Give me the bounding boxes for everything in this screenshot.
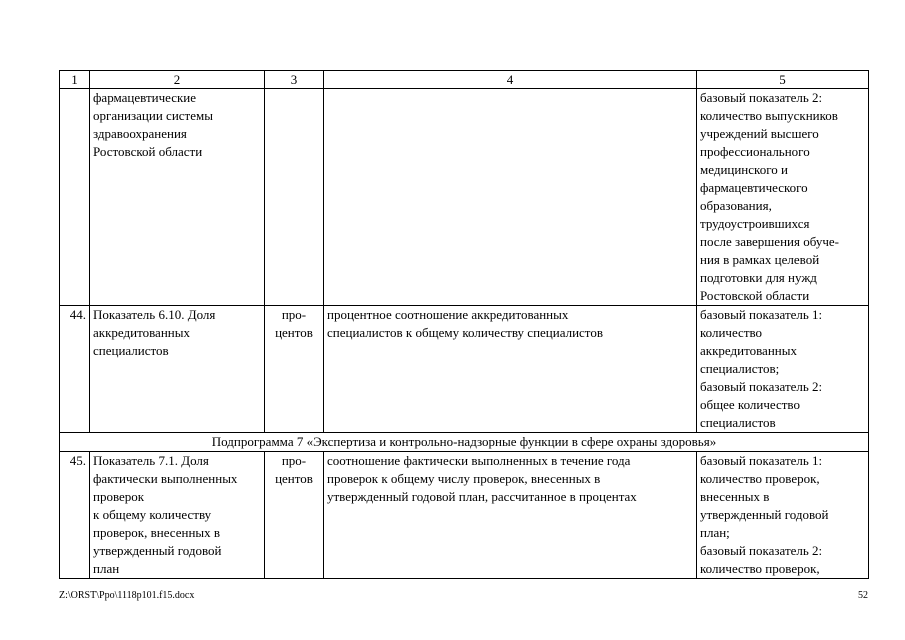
unit-cell: про- центов [265,452,324,579]
row-number-cell: 45. [60,452,90,579]
page-number: 52 [858,590,868,601]
method-cell: соотношение фактически выполненных в течение года проверок к общему числу проверок, внесенных в утвержденный годовой план, рассчитанное в процентах [324,452,697,579]
indicators-table [59,70,869,579]
table-row [60,452,869,579]
header-cell-1: 1 [60,71,90,89]
header-cell-4: 4 [324,71,697,89]
indicator-name-cell: Показатель 6.10. Доля аккредитованных специалистов [90,306,265,433]
row-number-cell: 44. [60,306,90,433]
method-cell [324,89,697,306]
unit-cell: про- центов [265,306,324,433]
indicator-name-cell: фармацевтические организации системы здравоохранения Ростовской области [90,89,265,306]
base-indicators-cell: базовый показатель 2: количество выпускников учреждений высшего профессионального медицинского и фармацевтического образования, трудоустроившихся после завершения обуче- ния в рамках целевой подготовки для нужд Ростовской области [697,89,869,306]
row-number-cell [60,89,90,306]
table-row [60,306,869,433]
header-row [60,71,869,89]
table-row [60,89,869,306]
method-cell: процентное соотношение аккредитованных специалистов к общему количеству специалистов [324,306,697,433]
header-cell-2: 2 [90,71,265,89]
base-indicators-cell: базовый показатель 1: количество аккредитованных специалистов; базовый показатель 2: общее количество специалистов [697,306,869,433]
subprogram-row [60,433,869,452]
unit-cell [265,89,324,306]
footer-file-path: Z:\ORST\Ppo\1118p101.f15.docx [59,590,195,601]
subprogram-title: Подпрограмма 7 «Экспертиза и контрольно-надзорные функции в сфере охраны здоровья» [60,433,869,452]
base-indicators-cell: базовый показатель 1: количество проверок, внесенных в утвержденный годовой план; базовый показатель 2: количество проверок, [697,452,869,579]
indicator-name-cell: Показатель 7.1. Доля фактически выполненных проверок к общему количеству проверок, внесенных в утвержденный годовой план [90,452,265,579]
header-cell-5: 5 [697,71,869,89]
header-cell-3: 3 [265,71,324,89]
